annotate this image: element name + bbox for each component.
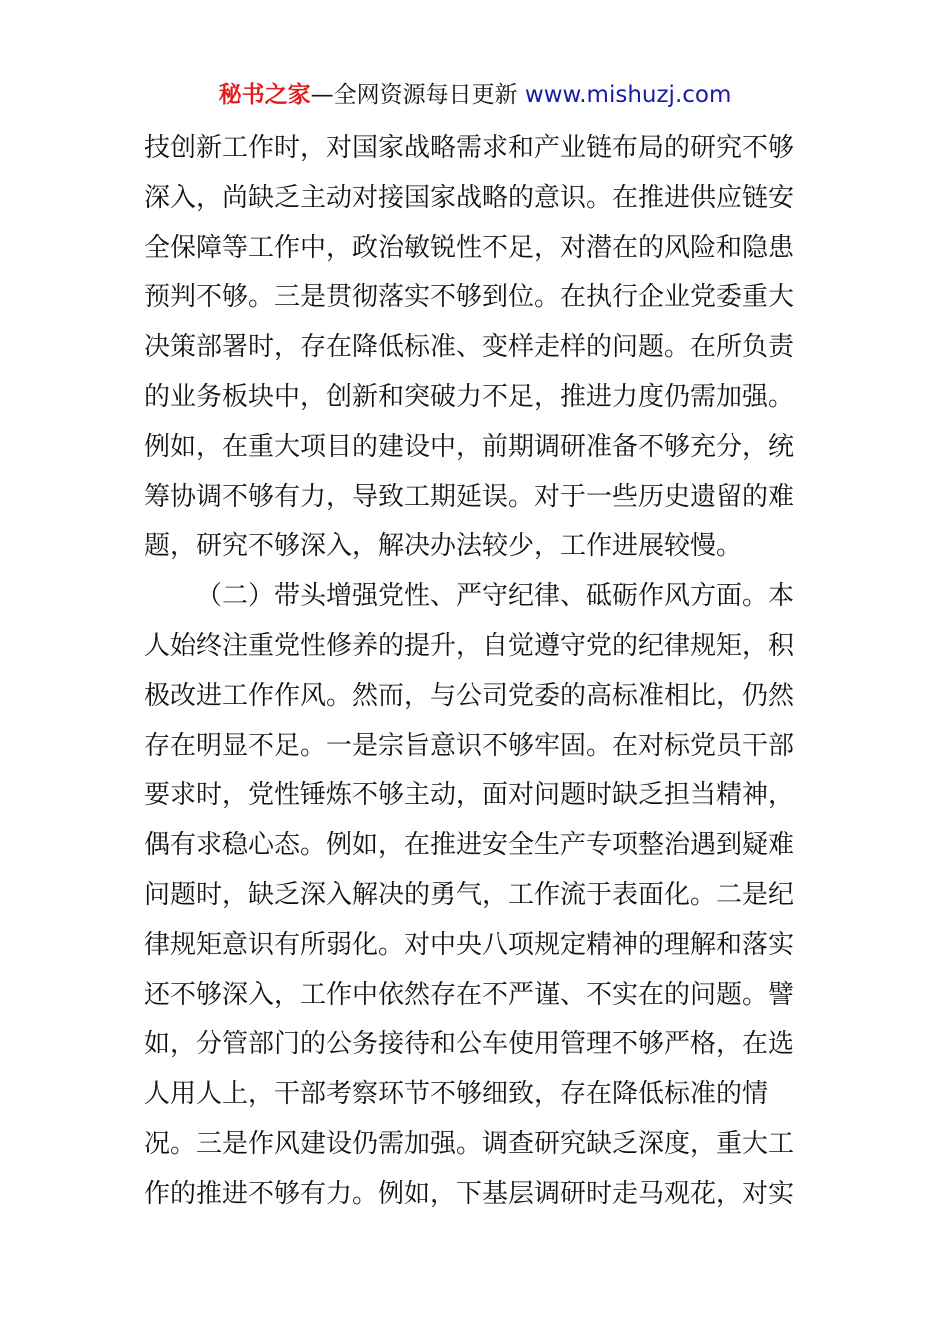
text-line: 况。三是作风建设仍需加强。调查研究缺乏深度，重大工 xyxy=(144,1128,795,1159)
header-tagline: —全网资源每日更新 xyxy=(310,82,525,108)
text-line: 要求时，党性锤炼不够主动，面对问题时缺乏担当精神， xyxy=(144,780,795,811)
text-line: 作的推进不够有力。例如，下基层调研时走马观花，对实 xyxy=(144,1178,795,1209)
text-line: 决策部署时，存在降低标准、变样走样的问题。在所负责 xyxy=(144,332,795,363)
text-line: 如，分管部门的公务接待和公车使用管理不够严格，在选 xyxy=(144,1029,795,1060)
text-line: 偶有求稳心态。例如，在推进安全生产专项整治遇到疑难 xyxy=(144,830,795,861)
text-line: 深入，尚缺乏主动对接国家战略的意识。在推进供应链安 xyxy=(144,182,795,213)
page-header xyxy=(0,78,950,112)
brand-name: 秘书之家 xyxy=(218,82,311,108)
text-line: 律规矩意识有所弱化。对中央八项规定精神的理解和落实 xyxy=(144,929,795,960)
text-line: 存在明显不足。一是宗旨意识不够牢固。在对标党员干部 xyxy=(144,730,795,761)
text-line: 技创新工作时，对国家战略需求和产业链布局的研究不够 xyxy=(144,133,795,163)
text-line: 极改进工作作风。然而，与公司党委的高标准相比，仍然 xyxy=(144,680,795,711)
text-line: 例如，在重大项目的建设中，前期调研准备不够充分，统 xyxy=(144,431,795,462)
text-line: 问题时，缺乏深入解决的勇气，工作流于表面化。二是纪 xyxy=(144,879,795,910)
text-line: 还不够深入，工作中依然存在不严谨、不实在的问题。譬 xyxy=(144,979,795,1010)
text-line: 全保障等工作中，政治敏锐性不足，对潜在的风险和隐患 xyxy=(144,232,795,263)
site-url-link[interactable]: www.mishuzj.com xyxy=(524,82,732,108)
text-line: 人用人上，干部考察环节不够细致，存在降低标准的情 xyxy=(144,1079,769,1110)
text-line: 的业务板块中，创新和突破力不足，推进力度仍需加强。 xyxy=(144,381,795,412)
text-line: 筹协调不够有力，导致工期延误。对于一些历史遗留的难 xyxy=(144,481,795,512)
section-heading-line: （二）带头增强党性、严守纪律、砥砺作风方面。本 xyxy=(196,581,795,612)
text-line: 题，研究不够深入，解决办法较少，工作进展较慢。 xyxy=(144,531,743,562)
text-line: 预判不够。三是贯彻落实不够到位。在执行企业党委重大 xyxy=(144,282,795,313)
document-body xyxy=(144,124,808,1220)
text-line: 人始终注重党性修养的提升，自觉遵守党的纪律规矩，积 xyxy=(144,630,795,661)
